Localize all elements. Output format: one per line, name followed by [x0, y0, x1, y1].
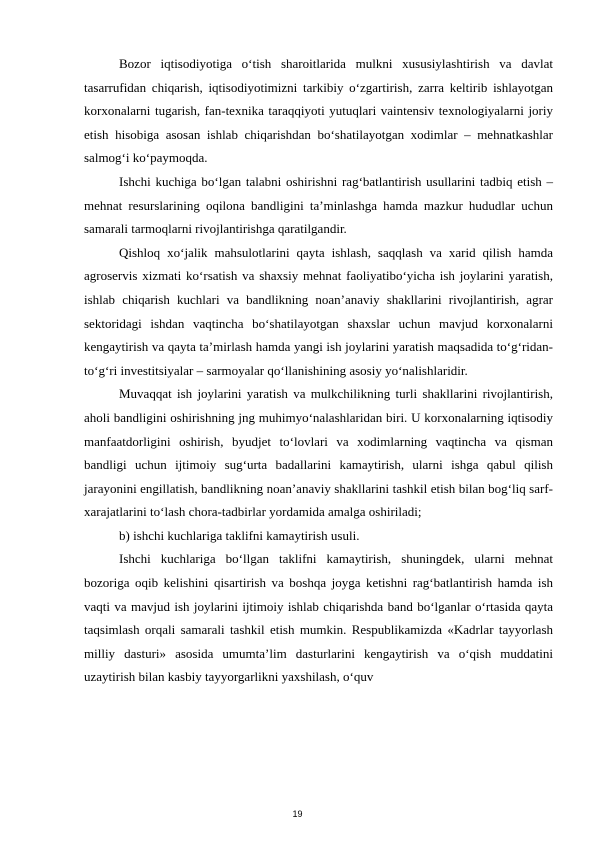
body-text — [84, 52, 553, 689]
paragraph-labor-demand: Ishchi kuchiga bo‘lgan talabni oshirishni rag‘batlantirish usullarini tadbiq etish – mehnat resurslarining oqilona bandligini ta’minlashga hamda mazkur hududlar uchun samarali tarmoqlarni rivojlantirishga qaratilgandir. — [84, 173, 553, 237]
paragraph-labor-supply: Ishchi kuchlariga bo‘llgan taklifni kamaytirish, shuningdek, ularni mehnat bozoriga oqib kelishini qisartirish va boshqa joyga ketishni rag‘batlantirish hamda ish vaqti va mavjud ish joylarini ijtimoiy ishlab chiqarishda band bo‘lganlar o‘rtasida qayta taqsimlash orqali samarali tashkil etish mumkin. Respublikamizda «Kadrlar tayyorlash milliy dasturi» asosida umumta’lim dasturlarini kengaytirish va o‘qish muddatini uzaytirish bilan kasbiy tayyorgarlikni yaxshilash, o‘quv — [84, 551, 553, 685]
paragraph-temporary-jobs: Muvaqqat ish joylarini yaratish va mulkchilikning turli shakllarini rivojlantirish, aholi bandligini oshirishning jng muhimyo‘nalashlaridan biri. U korxonalarning iqtisodiy manfaatdorligini oshirish, byudjet to‘lovlari va xodimlarning vaqtincha va qisman bandligi uchun ijtimoiy sug‘urta badallarini kamaytirish, ularni ishga qabul qilish jarayonini engillatish, bandlikning noan’anaviy shakllarini tashkil etish bilan bog‘liq sarf-xarajatlarini to‘lash chora-tadbirlar yordamida amalga oshiriladi; — [84, 386, 553, 520]
page-number: 19 — [292, 809, 303, 819]
paragraph-agriculture-investment: Qishloq xo‘jalik mahsulotlarini qayta ishlash, saqqlash va xarid qilish hamda agroservis xizmati ko‘rsatish va shaxsiy mehnat faoliyatibo‘yicha ish joylarini yaratish, ishlab chiqarish kuchlari va bandlikning noan’anaviy shakllarini rivojlantirish, agrar sektoridagi ishdan vaqtincha bo‘shatilayotgan shaxslar uchun mavjud korxonalarni kengaytirish va qayta ta’mirlash hamda yangi ish joylarini yaratish maqsadida to‘g‘ridan-to‘g‘ri investitsiyalar – sarmoyalar qo‘llanishining asosiy yo‘nalishlaridir. — [84, 244, 553, 378]
paragraph-method-b-heading: b) ishchi kuchlariga taklifni kamaytirish usuli. — [119, 527, 360, 543]
paragraph-privatization: Bozor iqtisodiyotiga o‘tish sharoitlarida mulkni xususiylashtirish va davlat tasarrufidan chiqarish, iqtisodiyotimizni tarkibiy o‘zgartirish, zarra keltirib ishlayotgan korxonalarni tugarish, fan-texnika taraqqiyoti yutuqlari vaintensiv texnologiyalarni joriy etish hisobiga asosan ishlab chiqarishdan bo‘shatilayotgan xodimlar – mehnatkashlar salmog‘i ko‘paymoqda. — [84, 56, 553, 166]
